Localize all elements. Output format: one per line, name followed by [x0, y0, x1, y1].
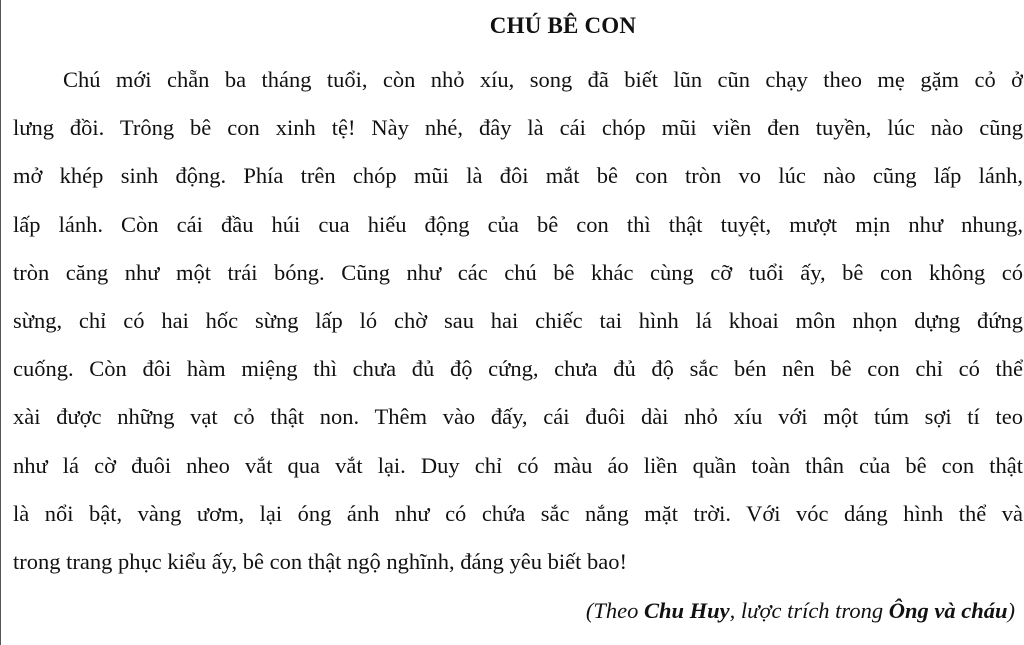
page-left-border — [0, 0, 1, 645]
paragraph-line-10: là nổi bật, vàng ươm, lại óng ánh như có chứa sắc nắng mặt trời. Với vóc dáng hình thể và — [13, 500, 1023, 526]
paragraph-line-11: trong trang phục kiểu ấy, bê con thật ngộ nghĩnh, đáng yêu biết bao! — [13, 548, 628, 574]
source-citation — [586, 596, 1015, 626]
citation-middle: , lược trích trong — [729, 598, 889, 623]
paragraph-line-4: lấp lánh. Còn cái đầu húi cua hiếu động của bê con thì thật tuyệt, mượt mịn như nhung, — [13, 211, 1023, 237]
paragraph-line-2: lưng đồi. Trông bê con xinh tệ! Này nhé, đây là cái chóp mũi viền đen tuyền, lúc nào cũng — [13, 115, 1023, 141]
citation-close: ) — [1007, 598, 1015, 623]
story-paragraph — [13, 56, 1023, 586]
citation-open: (Theo — [585, 598, 644, 623]
paragraph-line-9: như lá cờ đuôi nheo vắt qua vắt lại. Duy chỉ có màu áo liền quần toàn thân của bê con thật — [13, 452, 1023, 478]
paragraph-line-7: cuống. Còn đôi hàm miệng thì chưa đủ độ cứng, chưa đủ độ sắc bén nên bê con chỉ có thể — [13, 356, 1023, 382]
paragraph-line-5: tròn căng như một trái bóng. Cũng như các chú bê khác cùng cỡ tuổi ấy, bê con không có — [13, 259, 1023, 285]
paragraph-line-1: Chú mới chẵn ba tháng tuổi, còn nhỏ xíu, song đã biết lũn cũn chạy theo mẹ gặm cỏ ở — [63, 67, 1023, 92]
citation-book: Ông và cháu — [888, 598, 1008, 623]
paragraph-line-8: xài được những vạt cỏ thật non. Thêm vào đấy, cái đuôi dài nhỏ xíu với một túm sợi tí teo — [13, 404, 1023, 430]
paragraph-line-6: sừng, chỉ có hai hốc sừng lấp ló chờ sau hai chiếc tai hình lá khoai môn nhọn dựng đứng — [13, 307, 1023, 333]
document-title: CHÚ BÊ CON — [489, 13, 637, 38]
citation-author: Chu Huy — [644, 598, 730, 623]
paragraph-line-3: mở khép sinh động. Phía trên chóp mũi là đôi mắt bê con tròn vo lúc nào cũng lấp lánh, — [13, 163, 1023, 189]
